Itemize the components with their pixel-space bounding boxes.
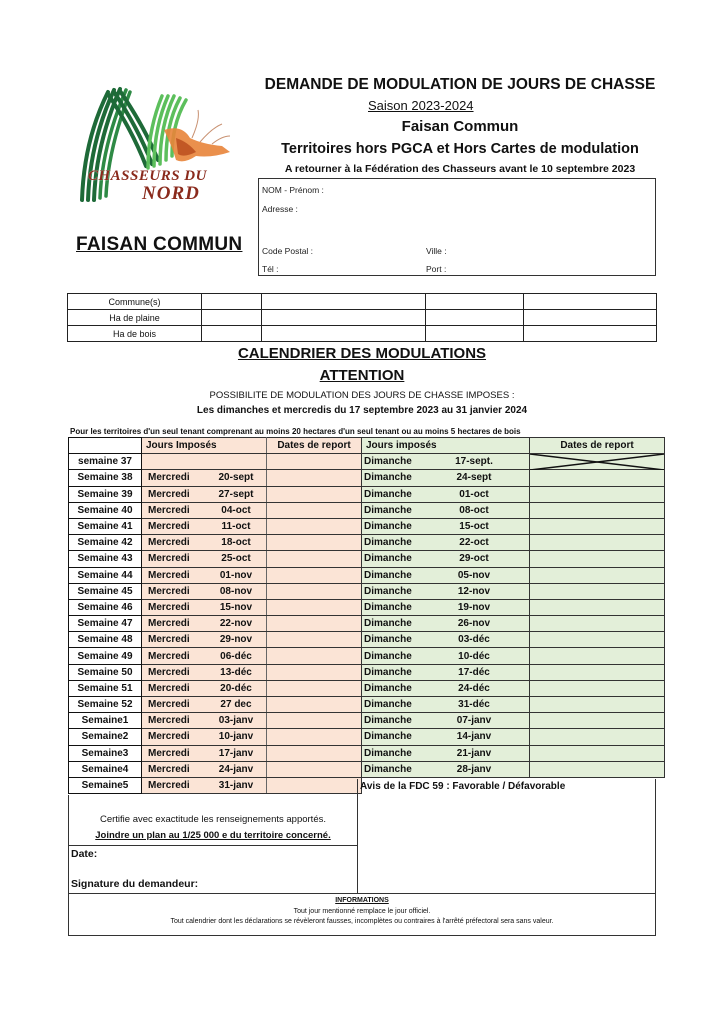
wednesday-imposed-cell <box>142 616 267 632</box>
signature-field-label[interactable]: Signature du demandeur: <box>71 878 199 890</box>
sunday-date: 10-déc <box>458 650 490 662</box>
sunday-date: 28-janv <box>456 763 492 775</box>
wednesday-day: Mercredi <box>148 504 190 516</box>
document-title: DEMANDE DE MODULATION DE JOURS DE CHASSE <box>264 76 656 93</box>
sunday-date: 12-nov <box>457 585 491 597</box>
sunday-imposed-cell <box>362 616 530 632</box>
wednesday-imposed-cell <box>142 632 267 648</box>
sunday-report-cell[interactable] <box>530 502 665 518</box>
calendar-row <box>69 567 665 583</box>
sunday-report-cell[interactable] <box>530 567 665 583</box>
calendar-row <box>69 648 665 664</box>
sunday-date: 22-oct <box>459 537 489 549</box>
wednesday-report-cell[interactable] <box>267 535 362 551</box>
sunday-day: Dimanche <box>364 488 412 500</box>
signature-box <box>68 845 358 894</box>
wednesday-day: Mercredi <box>148 763 190 775</box>
logo-text-chasseurs: CHASSEURS DU <box>88 168 207 184</box>
calendar-row <box>69 535 665 551</box>
wednesday-report-cell[interactable] <box>267 616 362 632</box>
plaine-cell[interactable] <box>524 310 657 326</box>
week-label: Semaine5 <box>69 777 142 793</box>
certification-text: Certifie avec exactitude les renseignements apportés. <box>99 814 326 825</box>
commune-cell[interactable] <box>426 294 524 310</box>
commune-cell[interactable] <box>262 294 426 310</box>
wednesday-day: Mercredi <box>148 585 190 597</box>
calendar-row <box>69 713 665 729</box>
sunday-day: Dimanche <box>364 682 412 694</box>
sunday-report-cell[interactable] <box>530 599 665 615</box>
sunday-report-cell[interactable] <box>530 761 665 777</box>
wednesday-imposed-cell <box>142 648 267 664</box>
sunday-report-cell[interactable] <box>530 486 665 502</box>
species-subtitle: Faisan Commun <box>401 118 519 135</box>
sunday-date: 17-sept. <box>455 456 493 468</box>
commune-label: Commune(s) <box>68 294 202 310</box>
sunday-imposed-cell <box>362 745 530 761</box>
attach-plan-note: Joindre un plan au 1/25 000 e du territoire concerné. <box>95 830 331 841</box>
wednesday-day: Mercredi <box>148 601 190 613</box>
informations-title: INFORMATIONS <box>335 897 389 904</box>
wednesday-imposed-cell <box>142 551 267 567</box>
informations-line-1: Tout jour mentionné remplace le jour officiel. <box>293 908 431 915</box>
wednesday-report-cell[interactable] <box>267 632 362 648</box>
week-label: Semaine 42 <box>69 535 142 551</box>
sunday-imposed-cell <box>362 664 530 680</box>
wednesday-date: 25-oct <box>221 553 251 565</box>
wednesday-imposed-cell <box>142 599 267 615</box>
week-label: Semaine 44 <box>69 567 142 583</box>
address-field-label[interactable]: Adresse : <box>262 204 298 214</box>
sunday-day: Dimanche <box>364 504 412 516</box>
wednesday-report-cell[interactable] <box>267 583 362 599</box>
sunday-imposed-cell <box>362 680 530 696</box>
sunday-imposed-cell <box>362 729 530 745</box>
wednesday-imposed-cell <box>142 486 267 502</box>
sunday-day: Dimanche <box>364 569 412 581</box>
wednesday-day: Mercredi <box>148 747 190 759</box>
sunday-imposed-cell <box>362 632 530 648</box>
wednesday-report-cell[interactable] <box>267 567 362 583</box>
wed-imposed-header: Jours Imposés <box>142 438 267 454</box>
sunday-imposed-cell <box>362 502 530 518</box>
calendar-row <box>69 551 665 567</box>
sunday-imposed-cell <box>362 535 530 551</box>
wed-report-header: Dates de report <box>267 438 362 454</box>
sunday-day: Dimanche <box>364 634 412 646</box>
calendar-row <box>69 616 665 632</box>
wednesday-report-cell[interactable] <box>267 680 362 696</box>
calendar-row <box>69 583 665 599</box>
sunday-date: 15-oct <box>459 521 489 533</box>
plaine-row <box>68 310 657 326</box>
sunday-report-cell[interactable] <box>530 648 665 664</box>
fdc-opinion-label: Avis de la FDC 59 : Favorable / Défavorable <box>360 781 566 792</box>
wednesday-imposed-cell <box>142 567 267 583</box>
wednesday-date: 20-déc <box>220 682 252 694</box>
modulation-calendar-table <box>68 437 665 794</box>
logo-text-nord: NORD <box>142 183 200 204</box>
wednesday-day: Mercredi <box>148 634 190 646</box>
bois-cell[interactable] <box>262 326 426 342</box>
sunday-imposed-cell <box>362 486 530 502</box>
calendar-row <box>69 599 665 615</box>
sunday-date: 08-oct <box>459 504 489 516</box>
week-label: Semaine 47 <box>69 616 142 632</box>
week-label: Semaine 48 <box>69 632 142 648</box>
wednesday-date: 18-oct <box>221 537 251 549</box>
wednesday-imposed-cell <box>142 470 267 486</box>
week-label: Semaine 51 <box>69 680 142 696</box>
commune-cell[interactable] <box>524 294 657 310</box>
wednesday-report-cell[interactable] <box>267 745 362 761</box>
territory-subtitle: Territoires hors PGCA et Hors Cartes de modulation <box>281 141 639 157</box>
plaine-cell[interactable] <box>426 310 524 326</box>
sunday-day: Dimanche <box>364 699 412 711</box>
sunday-imposed-cell <box>362 761 530 777</box>
season-label: Saison 2023-2024 <box>368 98 474 113</box>
wednesday-day: Mercredi <box>148 715 190 727</box>
wednesday-day: Mercredi <box>148 537 190 549</box>
informations-line-2: Tout calendrier dont les déclarations se révèleront fausses, incomplètes ou contraires à l'arrêté préfectoral sera sans valeur. <box>170 918 554 925</box>
sunday-date: 19-nov <box>457 601 491 613</box>
wednesday-date: 11-oct <box>221 521 251 533</box>
calendar-row <box>69 664 665 680</box>
commune-row <box>68 294 657 310</box>
wednesday-imposed-cell <box>142 777 267 793</box>
sunday-imposed-cell <box>362 518 530 534</box>
wednesday-date: 20-sept <box>218 472 254 484</box>
sunday-report-cell[interactable] <box>530 583 665 599</box>
bois-cell[interactable] <box>524 326 657 342</box>
wednesday-imposed-cell <box>142 697 267 713</box>
calendar-row <box>69 745 665 761</box>
wednesday-imposed-cell <box>142 729 267 745</box>
wednesday-day: Mercredi <box>148 488 190 500</box>
sun-imposed-header: Jours imposés <box>362 438 530 454</box>
contact-form-box <box>258 178 656 276</box>
mobile-field-label[interactable]: Port : <box>426 264 447 274</box>
sunday-report-cell[interactable] <box>530 713 665 729</box>
cross-out-icon <box>530 454 664 470</box>
species-title: FAISAN COMMUN <box>76 234 243 255</box>
wednesday-day: Mercredi <box>148 650 190 662</box>
calendar-row <box>69 697 665 713</box>
wednesday-report-cell[interactable] <box>267 551 362 567</box>
week-label: Semaine 41 <box>69 518 142 534</box>
sunday-report-cell[interactable] <box>530 697 665 713</box>
sunday-day: Dimanche <box>364 537 412 549</box>
sunday-imposed-cell <box>362 648 530 664</box>
bois-label: Ha de bois <box>68 326 202 342</box>
calendar-row <box>69 470 665 486</box>
calendar-row <box>69 518 665 534</box>
sunday-date: 29-oct <box>459 553 489 565</box>
wednesday-report-cell[interactable] <box>267 486 362 502</box>
sunday-day: Dimanche <box>364 585 412 597</box>
sunday-report-cell[interactable] <box>530 535 665 551</box>
wednesday-day: Mercredi <box>148 731 190 743</box>
postal-code-field-label[interactable]: Code Postal : <box>262 246 314 256</box>
sunday-day: Dimanche <box>364 666 412 678</box>
calendar-title: CALENDRIER DES MODULATIONS <box>237 345 487 362</box>
wednesday-report-cell[interactable] <box>267 502 362 518</box>
wednesday-date: 22-nov <box>219 618 253 630</box>
week-label: Semaine2 <box>69 729 142 745</box>
bois-row <box>68 326 657 342</box>
week-label: Semaine 49 <box>69 648 142 664</box>
sunday-date: 24-sept <box>456 472 492 484</box>
week-label: Semaine 45 <box>69 583 142 599</box>
condition-note: Pour les territoires d'un seul tenant comprenant au moins 20 hectares d'un seul tenant ou au moins 5 hectares de bois <box>70 427 521 436</box>
wednesday-date: 29-nov <box>219 634 253 646</box>
calendar-row <box>69 680 665 696</box>
wednesday-date: 15-nov <box>219 601 253 613</box>
week-label: Semaine 40 <box>69 502 142 518</box>
wednesday-report-cell[interactable] <box>267 599 362 615</box>
wednesday-date: 10-janv <box>218 731 254 743</box>
sunday-imposed-cell <box>362 697 530 713</box>
week-label: Semaine1 <box>69 713 142 729</box>
sunday-date: 26-nov <box>457 618 491 630</box>
sunday-day: Dimanche <box>364 553 412 565</box>
wednesday-day: Mercredi <box>148 553 190 565</box>
calendar-row <box>69 454 665 470</box>
wednesday-date: 24-janv <box>218 763 254 775</box>
wednesday-report-cell[interactable] <box>267 664 362 680</box>
possibility-note: POSSIBILITE DE MODULATION DES JOURS DE CHASSE IMPOSES : <box>209 390 515 401</box>
sunday-day: Dimanche <box>364 521 412 533</box>
week-label: Semaine4 <box>69 761 142 777</box>
week-label: Semaine 38 <box>69 470 142 486</box>
sunday-day: Dimanche <box>364 731 412 743</box>
wednesday-date: 31-janv <box>218 780 254 792</box>
calendar-row <box>69 729 665 745</box>
wednesday-imposed-cell <box>142 518 267 534</box>
wednesday-day: Mercredi <box>148 682 190 694</box>
wednesday-day: Mercredi <box>148 780 190 792</box>
plaine-label: Ha de plaine <box>68 310 202 326</box>
sunday-date: 07-janv <box>456 715 492 727</box>
wednesday-date: 17-janv <box>218 747 254 759</box>
wednesday-day: Mercredi <box>148 569 190 581</box>
sunday-day: Dimanche <box>364 618 412 630</box>
wednesday-report-cell[interactable] <box>267 777 362 793</box>
sunday-day: Dimanche <box>364 715 412 727</box>
week-label: Semaine 43 <box>69 551 142 567</box>
sunday-report-cell[interactable] <box>530 680 665 696</box>
sunday-report-cell[interactable] <box>530 551 665 567</box>
week-header-cell <box>69 438 142 454</box>
wednesday-day: Mercredi <box>148 521 190 533</box>
fdc-opinion-box <box>357 779 656 894</box>
attention-heading: ATTENTION <box>319 367 405 384</box>
commune-cell[interactable] <box>202 294 262 310</box>
wednesday-date: 27 dec <box>220 699 252 711</box>
wednesday-imposed-cell <box>142 713 267 729</box>
wednesday-date: 04-oct <box>221 504 251 516</box>
wednesday-date: 27-sept <box>218 488 254 500</box>
calendar-row <box>69 761 665 777</box>
week-label: Semaine 39 <box>69 486 142 502</box>
wednesday-imposed-cell <box>142 680 267 696</box>
sunday-report-cell[interactable] <box>530 632 665 648</box>
deadline-note: A retourner à la Fédération des Chasseurs avant le 10 septembre 2023 <box>284 163 636 175</box>
sunday-date: 01-oct <box>459 488 489 500</box>
sunday-imposed-cell <box>362 583 530 599</box>
chasseurs-du-nord-logo <box>72 80 232 210</box>
sunday-day: Dimanche <box>364 650 412 662</box>
week-label: Semaine3 <box>69 745 142 761</box>
wednesday-imposed-cell <box>142 664 267 680</box>
week-label: Semaine 52 <box>69 697 142 713</box>
sunday-report-cell[interactable] <box>530 745 665 761</box>
plaine-cell[interactable] <box>262 310 426 326</box>
city-field-label[interactable]: Ville : <box>426 246 447 256</box>
sunday-imposed-cell <box>362 599 530 615</box>
sunday-date: 31-déc <box>458 699 490 711</box>
calendar-row <box>69 632 665 648</box>
name-field-label[interactable]: NOM - Prénom : <box>262 185 324 195</box>
commune-table <box>67 293 657 342</box>
sunday-date: 03-déc <box>458 634 490 646</box>
sunday-report-cell[interactable] <box>530 616 665 632</box>
sunday-report-cell[interactable] <box>530 664 665 680</box>
plaine-cell[interactable] <box>202 310 262 326</box>
sunday-date: 24-déc <box>458 682 490 694</box>
wednesday-imposed-cell <box>142 583 267 599</box>
wednesday-report-cell[interactable] <box>267 518 362 534</box>
calendar-row <box>69 502 665 518</box>
wednesday-report-cell[interactable] <box>267 454 362 470</box>
wednesday-imposed-cell <box>142 502 267 518</box>
bois-cell[interactable] <box>202 326 262 342</box>
wednesday-report-cell[interactable] <box>267 713 362 729</box>
sunday-day: Dimanche <box>364 747 412 759</box>
sunday-date: 14-janv <box>456 731 492 743</box>
sunday-imposed-cell <box>362 551 530 567</box>
sunday-report-cell[interactable] <box>530 518 665 534</box>
wednesday-report-cell[interactable] <box>267 729 362 745</box>
informations-box <box>68 893 656 936</box>
wednesday-imposed-cell <box>142 535 267 551</box>
wednesday-report-cell[interactable] <box>267 697 362 713</box>
sunday-imposed-cell <box>362 470 530 486</box>
calendar-row <box>69 486 665 502</box>
week-label: semaine 37 <box>69 454 142 470</box>
wednesday-date: 01-nov <box>219 569 253 581</box>
wednesday-report-cell[interactable] <box>267 761 362 777</box>
phone-field-label[interactable]: Tél : <box>262 264 279 274</box>
sunday-day: Dimanche <box>364 456 412 468</box>
wednesday-imposed-cell <box>142 745 267 761</box>
wednesday-date: 08-nov <box>219 585 253 597</box>
sunday-day: Dimanche <box>364 601 412 613</box>
wednesday-report-cell[interactable] <box>267 470 362 486</box>
wednesday-day: Mercredi <box>148 618 190 630</box>
sunday-imposed-cell <box>362 567 530 583</box>
wednesday-imposed-cell <box>142 761 267 777</box>
wednesday-date: 13-déc <box>220 666 252 678</box>
wednesday-day: Mercredi <box>148 666 190 678</box>
bois-cell[interactable] <box>426 326 524 342</box>
sunday-date: 21-janv <box>456 747 492 759</box>
sunday-day: Dimanche <box>364 763 412 775</box>
sunday-report-cell[interactable] <box>530 470 665 486</box>
wednesday-date: 06-déc <box>220 650 252 662</box>
sunday-imposed-cell <box>362 454 530 470</box>
wednesday-day: Mercredi <box>148 472 190 484</box>
wednesday-imposed-cell <box>142 454 267 470</box>
sunday-date: 05-nov <box>457 569 491 581</box>
sunday-date: 17-déc <box>458 666 490 678</box>
sunday-day: Dimanche <box>364 472 412 484</box>
week-label: Semaine 46 <box>69 599 142 615</box>
sunday-report-cell[interactable] <box>530 729 665 745</box>
calendar-header-row <box>69 438 665 454</box>
sunday-report-cell-crossed <box>530 454 665 470</box>
wednesday-report-cell[interactable] <box>267 648 362 664</box>
wednesday-day: Mercredi <box>148 699 190 711</box>
sun-report-header: Dates de report <box>530 438 665 454</box>
period-note: Les dimanches et mercredis du 17 septembre 2023 au 31 janvier 2024 <box>196 405 528 416</box>
wednesday-date: 03-janv <box>218 715 254 727</box>
sunday-imposed-cell <box>362 713 530 729</box>
week-label: Semaine 50 <box>69 664 142 680</box>
date-field-label[interactable]: Date: <box>71 848 98 860</box>
